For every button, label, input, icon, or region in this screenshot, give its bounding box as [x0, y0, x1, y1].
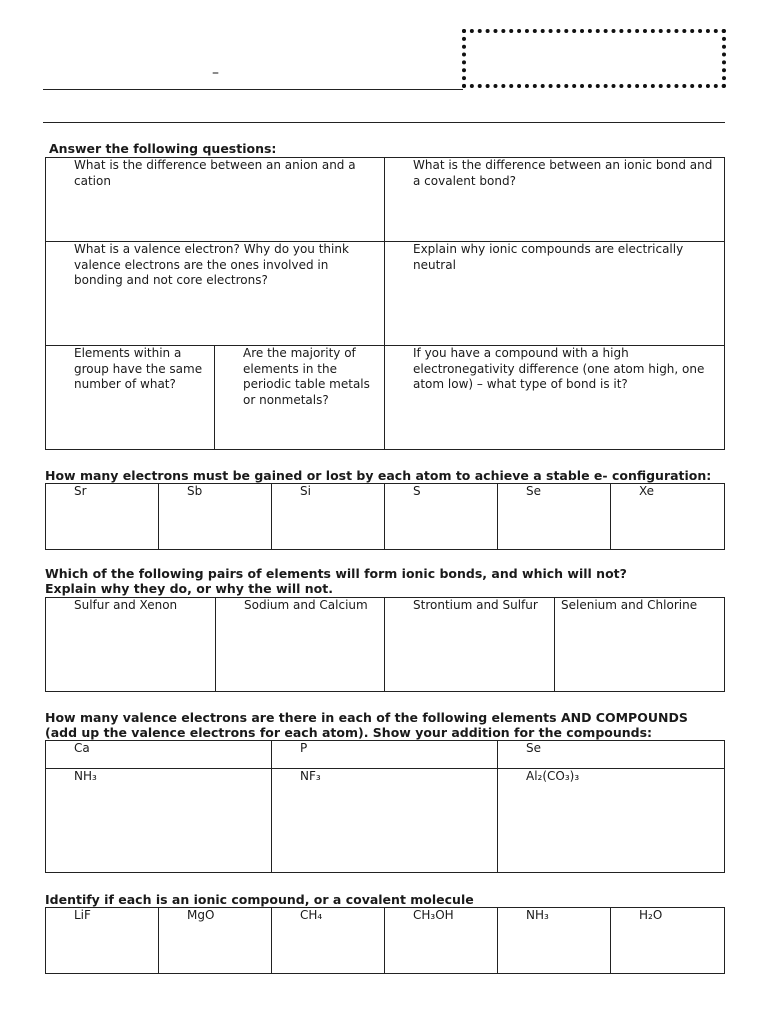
element-label: Se: [526, 484, 541, 498]
compound-label: CH₃OH: [413, 908, 454, 922]
name-dash: –: [212, 65, 219, 81]
pair-label: Strontium and Sulfur: [413, 598, 538, 612]
questions-table: [45, 157, 725, 450]
element-label: Sr: [74, 484, 87, 498]
answer-cell[interactable]: [385, 908, 498, 974]
compound-label: Al₂(CO₃)₃: [526, 769, 580, 783]
question-metals: Are the majority of elements in the periodic table metals or nonmetals?: [243, 346, 370, 407]
compound-label: CH₄: [300, 908, 323, 922]
element-label: S: [413, 484, 421, 498]
answer-cell[interactable]: [272, 769, 498, 873]
compound-label: H₂O: [639, 908, 663, 922]
answer-cell[interactable]: [159, 908, 272, 974]
answer-cell[interactable]: [385, 484, 498, 550]
answer-cell[interactable]: [272, 741, 498, 769]
question-anion-cation: What is the difference between an anion and a cation: [74, 158, 356, 188]
section4-heading: [45, 710, 688, 740]
element-label: Xe: [639, 484, 655, 498]
answer-cell[interactable]: [498, 769, 725, 873]
element-label: Ca: [74, 741, 90, 755]
answer-cell[interactable]: [46, 769, 272, 873]
question-valence-electron: What is a valence electron? Why do you think valence electrons are the ones involved in bonding and not core electrons?: [74, 242, 349, 287]
section3-heading-line2: Explain why they do, or why the will not.: [45, 581, 333, 596]
section3-heading: [45, 566, 627, 596]
question-neutral: Explain why ionic compounds are electrically neutral: [413, 242, 684, 272]
valence-electrons-table: [45, 740, 725, 873]
answer-cell-valence-electron[interactable]: [46, 242, 385, 346]
answer-cell-metals[interactable]: [215, 346, 385, 450]
name-line: [43, 89, 463, 90]
compound-label: MgO: [187, 908, 215, 922]
answer-cell-ionic-covalent[interactable]: [385, 158, 725, 242]
answer-cell[interactable]: [46, 598, 216, 692]
section1-heading: Answer the following questions:: [49, 141, 277, 156]
answer-cell[interactable]: [272, 908, 385, 974]
header-divider: [43, 122, 725, 123]
ionic-covalent-table: [45, 907, 725, 974]
answer-cell[interactable]: [611, 908, 725, 974]
question-electronegativity: If you have a compound with a high electronegativity difference (one atom high, one atom low) – what type of bond is it?: [413, 346, 705, 391]
section2-heading: How many electrons must be gained or lost by each atom to achieve a stable e- configuration:: [45, 468, 712, 483]
answer-cell[interactable]: [611, 484, 725, 550]
element-label: P: [300, 741, 308, 755]
element-label: Sb: [187, 484, 203, 498]
answer-cell[interactable]: [498, 484, 611, 550]
answer-cell[interactable]: [159, 484, 272, 550]
answer-cell[interactable]: [272, 484, 385, 550]
ionic-pairs-table: [45, 597, 725, 692]
section4-heading-line1: How many valence electrons are there in each of the following elements AND COMPOUNDS: [45, 710, 688, 725]
question-group: Elements within a group have the same number of what?: [74, 346, 203, 391]
answer-cell[interactable]: [555, 598, 725, 692]
pair-label: Sulfur and Xenon: [74, 598, 178, 612]
answer-cell[interactable]: [498, 908, 611, 974]
answer-cell-electronegativity[interactable]: [385, 346, 725, 450]
compound-label: NH₃: [526, 908, 549, 922]
section5-heading: Identify if each is an ionic compound, or a covalent molecule: [45, 892, 474, 907]
element-label: Si: [300, 484, 311, 498]
pair-label: Selenium and Chlorine: [561, 598, 698, 612]
answer-cell[interactable]: [46, 741, 272, 769]
score-box: [462, 29, 726, 88]
answer-cell[interactable]: [46, 908, 159, 974]
compound-label: NH₃: [74, 769, 97, 783]
answer-cell[interactable]: [216, 598, 385, 692]
answer-cell[interactable]: [46, 484, 159, 550]
compound-label: NF₃: [300, 769, 321, 783]
pair-label: Sodium and Calcium: [244, 598, 368, 612]
answer-cell-anion-cation[interactable]: [46, 158, 385, 242]
question-ionic-covalent: What is the difference between an ionic bond and a covalent bond?: [413, 158, 713, 188]
answer-cell[interactable]: [498, 741, 725, 769]
answer-cell-neutral[interactable]: [385, 242, 725, 346]
element-label: Se: [526, 741, 541, 755]
section4-heading-line2: (add up the valence electrons for each atom). Show your addition for the compounds:: [45, 725, 653, 740]
answer-cell[interactable]: [385, 598, 555, 692]
answer-cell-group[interactable]: [46, 346, 215, 450]
section3-heading-line1: Which of the following pairs of elements will form ionic bonds, and which will not?: [45, 566, 627, 581]
electrons-gained-table: [45, 483, 725, 550]
compound-label: LiF: [74, 908, 91, 922]
